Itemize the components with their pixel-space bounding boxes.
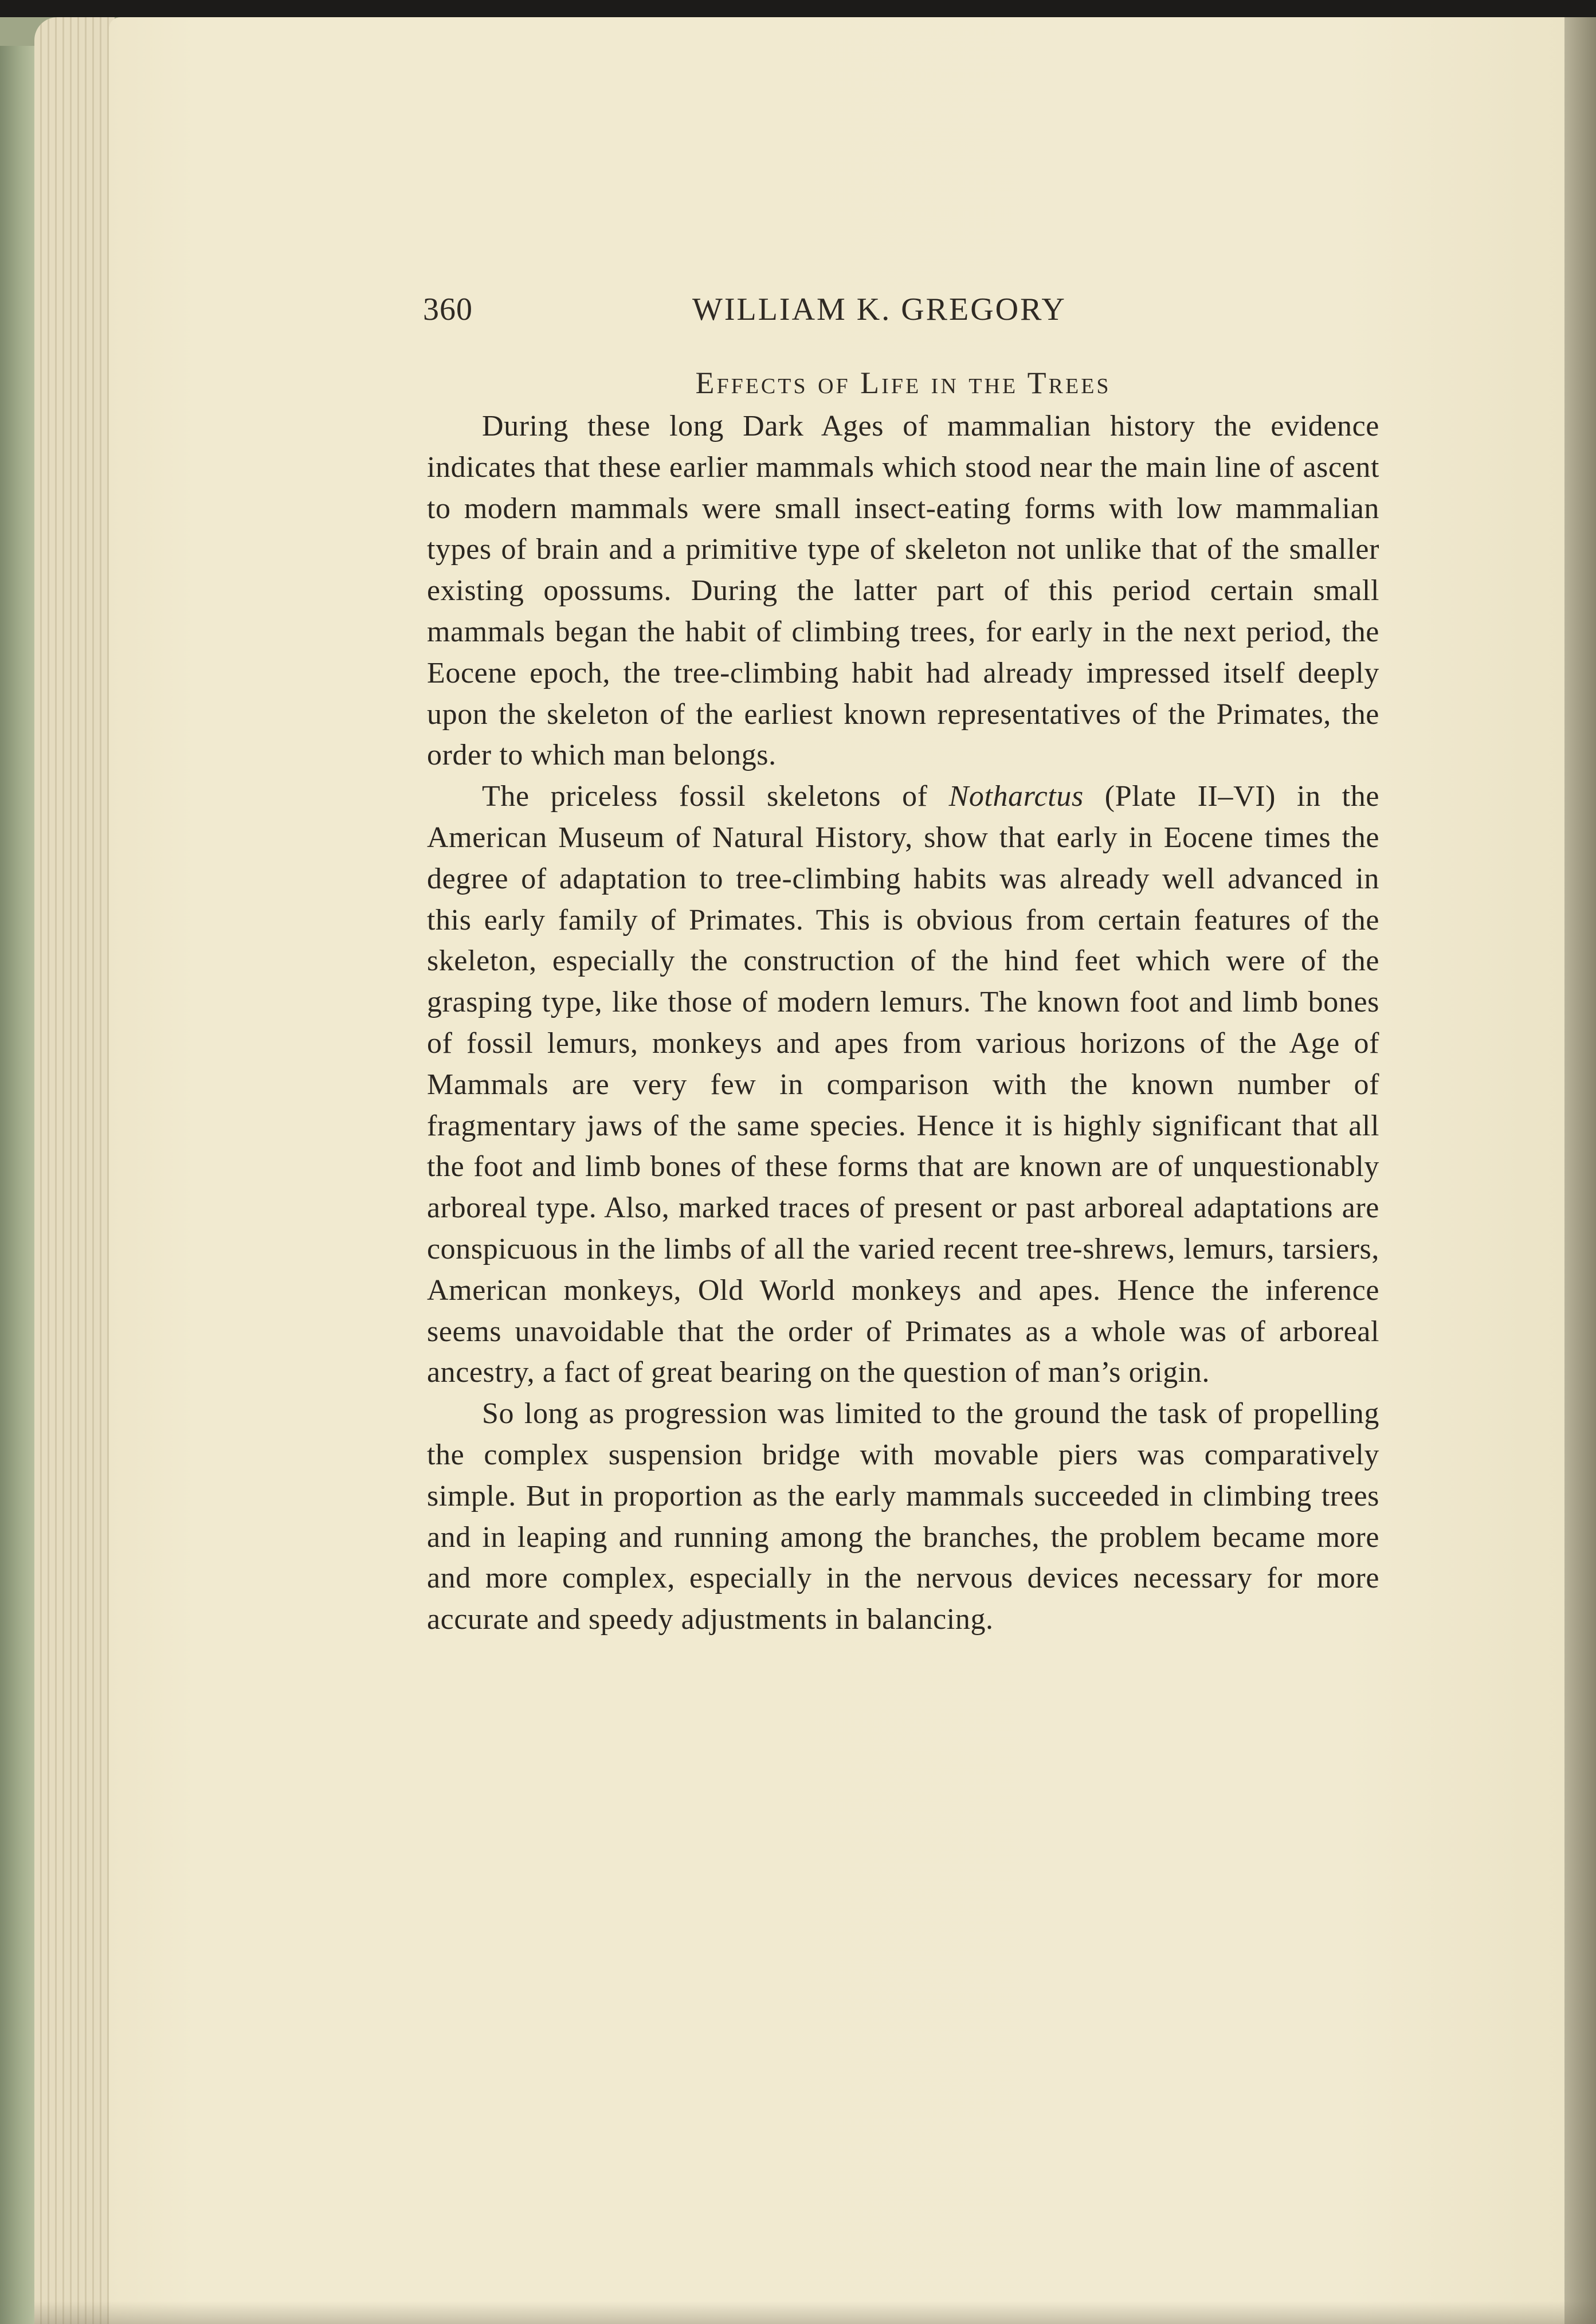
page-number: 360 (423, 292, 473, 327)
book-spine-edge (0, 46, 34, 2324)
paragraph-dark-ages: During these long Dark Ages of mammalian history the evidence indicates that these earlier mammals which stood near the main line of ascent to modern mammals were small insect-eating forms with low mammalian types of brain and a primitive type of skeleton not unlike that of the smaller existing opossums. During the latter part of this period certain small mammals began the habit of climbing trees, for early in the next period, the Eocene epoch, the tree-climbing habit had already impressed itself deeply upon the skeleton of the earliest known representatives of the Primates, the order to which man belongs. (427, 410, 1379, 772)
paragraph-continuation-text: (Plate II–VI) in the American Museum of Natural History, show that early in Eocene times the degree of adaptation to tree-climbing habits was already well advanced in this early family of Primates. This is obvious from certain features of the skeleton, especially the construction of the hind feet which were of the grasping type, like those of modern lemurs. The known foot and limb bones of fossil lemurs, monkeys and apes from various horizons of the Age of Mammals are very few in comparison with the known number of fragmentary jaws of the same species. Hence it is highly significant that all the foot and limb bones of these forms that are known are of unquestionably arboreal type. Also, marked traces of present or past arboreal adaptations are conspicuous in the limbs of all the varied recent tree-shrews, lemurs, tarsiers, American monkeys, Old World monkeys and apes. Hence the inference seems unavoidable that the order of Primates as a whole was of arboreal ancestry, a fact of great bearing on the question of man’s origin. (427, 780, 1379, 1389)
page-right-shadow (1564, 17, 1596, 2324)
genus-name-italic: Notharctus (948, 780, 1084, 813)
author-running-head: WILLIAM K. GREGORY (692, 292, 1066, 327)
paragraph-progression: So long as progression was limited to the ground the task of propelling the complex suspension bridge with movable piers was comparatively simple. But in proportion as the early mammals succeeded in climbing trees and in leaping and running among the branches, the problem became more and more complex, especially in the nervous devices necessary for more accurate and speedy adjustments in balancing. (427, 1397, 1379, 1636)
page-bottom-shadow (34, 2301, 1596, 2324)
scan-background-top (0, 0, 1596, 17)
page-stack-edges (34, 17, 115, 2324)
body-text (427, 406, 1379, 1640)
paragraph-lead-text: The priceless fossil skeletons of (482, 780, 949, 813)
paragraph-notharctus (427, 776, 1379, 1393)
section-heading: Effects of Life in the Trees (695, 366, 1111, 400)
running-head (0, 287, 1596, 332)
